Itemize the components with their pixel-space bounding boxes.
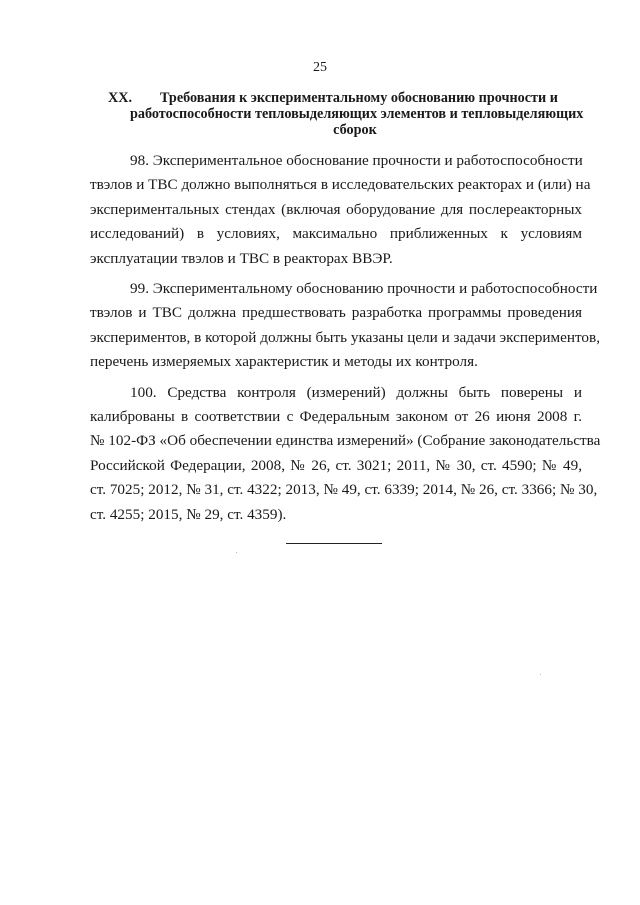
scan-speck <box>540 674 541 675</box>
section-title-line-2: работоспособности тепловыделяющих элементов и тепловыделяющих <box>130 106 584 122</box>
paragraph-line: эксплуатации твэлов и ТВС в реакторах ВВЭР. <box>90 249 393 267</box>
section-title-line-1: Требования к экспериментальному обоснованию прочности и <box>160 90 558 106</box>
section-heading-line-1 <box>108 90 580 106</box>
page-number: 25 <box>313 60 327 75</box>
end-of-document-rule <box>286 543 382 544</box>
paragraph-line: № 102-ФЗ «Об обеспечении единства измерений» (Собрание законодательства <box>90 432 601 450</box>
paragraph-100 <box>90 381 601 527</box>
section-heading <box>108 90 584 138</box>
paragraph-line: ст. 7025; 2012, № 31, ст. 4322; 2013, № 49, ст. 6339; 2014, № 26, ст. 3366; № 30, <box>90 481 598 499</box>
section-number: XX. <box>108 90 133 106</box>
paragraph-line: перечень измеряемых характеристик и методы их контроля. <box>90 353 478 371</box>
paragraph-line: 99. Экспериментальному обоснованию прочности и работоспособности <box>130 280 598 298</box>
document-body <box>90 149 601 527</box>
paragraph-line: калиброваны в соответствии с Федеральным законом от 26 июня 2008 г. <box>90 408 582 426</box>
paragraph-line: Российской Федерации, 2008, № 26, ст. 3021; 2011, № 30, ст. 4590; № 49, <box>90 456 582 474</box>
paragraph-line: твэлов и ТВС должно выполняться в исследовательских реакторах и (или) на <box>90 176 591 194</box>
paragraph-99 <box>90 277 600 375</box>
paragraph-line: 100. Средства контроля (измерений) должны быть поверены и <box>130 383 582 401</box>
paragraph-line: 98. Экспериментальное обоснование прочности и работоспособности <box>130 152 583 169</box>
paragraph-line: исследований) в условиях, максимально приближенных к условиям <box>90 225 582 243</box>
paragraph-line: экспериментальных стендах (включая оборудование для послереакторных <box>90 200 582 218</box>
paragraph-98 <box>90 149 591 271</box>
section-title-line-3: сборок <box>333 122 377 138</box>
paragraph-line: ст. 4255; 2015, № 29, ст. 4359). <box>90 505 287 523</box>
scan-speck <box>236 552 237 553</box>
paragraph-line: твэлов и ТВС должна предшествовать разработка программы проведения <box>90 304 582 322</box>
paragraph-line: экспериментов, в которой должны быть указаны цели и задачи экспериментов, <box>90 328 600 346</box>
